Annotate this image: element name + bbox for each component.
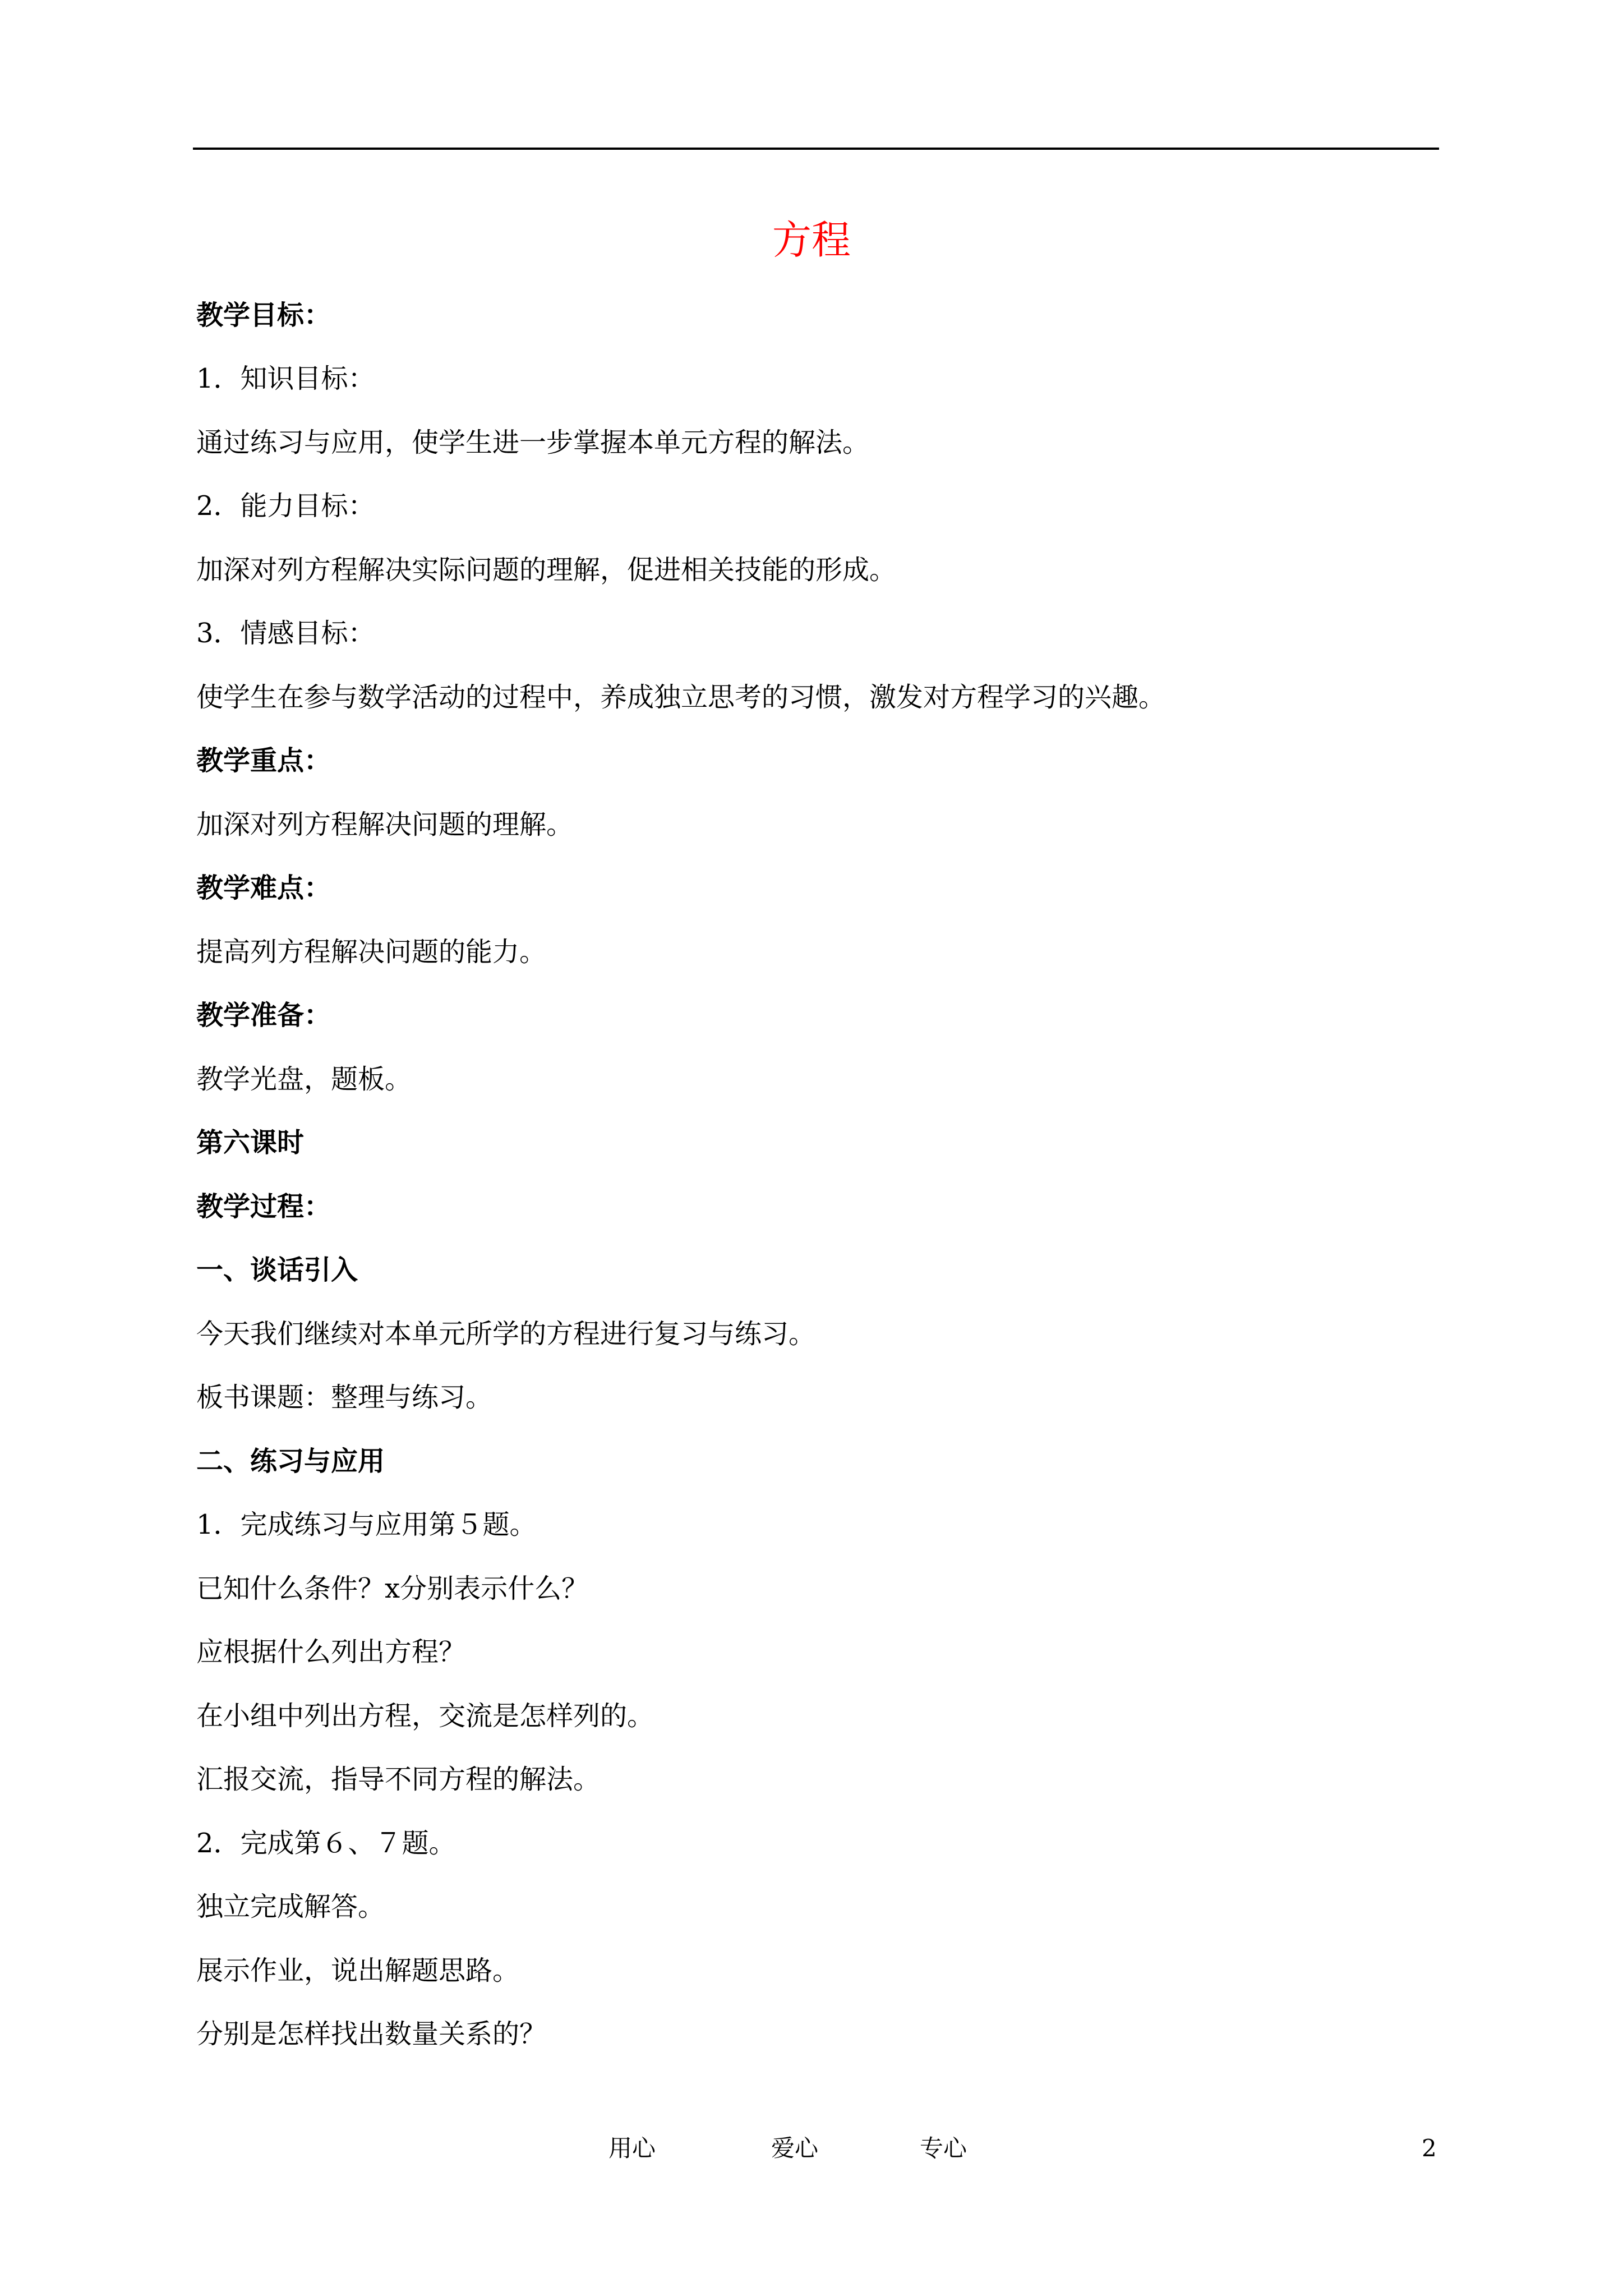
exercise-1-question-1: 已知什么条件？x分别表示什么？ <box>196 1573 589 1604</box>
section-1-text-1: 今天我们继续对本单元所学的方程进行复习与练习。 <box>196 1318 816 1350</box>
heading-preparation: 教学准备： <box>196 1000 331 1031</box>
goal-1-label: 1．知识目标： <box>196 363 375 394</box>
goal-3-label: 3．情感目标： <box>196 618 375 649</box>
heading-process: 教学过程： <box>196 1191 331 1222</box>
footer-motto-3: 专心 <box>920 2134 967 2162</box>
exercise-2-step-2: 展示作业，说出解题思路。 <box>196 1955 520 1986</box>
exercise-1-step-2: 汇报交流，指导不同方程的解法。 <box>196 1764 601 1795</box>
page-number: 2 <box>1422 2134 1437 2162</box>
footer-motto-1: 用心 <box>608 2134 656 2162</box>
difficulties-text: 提高列方程解决问题的能力。 <box>196 936 547 968</box>
exercise-2-question: 分别是怎样找出数量关系的？ <box>196 2018 547 2050</box>
goal-3-text: 使学生在参与数学活动的过程中，养成独立思考的习惯，激发对方程学习的兴趣。 <box>196 682 1166 713</box>
exercise-1-label: 1．完成练习与应用第５题。 <box>196 1509 537 1540</box>
exercise-2-label: 2．完成第６、７题。 <box>196 1828 456 1859</box>
goal-2-text: 加深对列方程解决实际问题的理解，促进相关技能的形成。 <box>196 554 897 586</box>
heading-teaching-goals: 教学目标： <box>196 300 331 331</box>
heading-key-points: 教学重点： <box>196 745 331 776</box>
page-title: 方程 <box>772 217 851 263</box>
preparation-text: 教学光盘，题板。 <box>196 1064 412 1095</box>
section-1-heading: 一、谈话引入 <box>196 1254 358 1286</box>
exercise-1-question-2: 应根据什么列出方程？ <box>196 1636 466 1668</box>
goal-1-text: 通过练习与应用，使学生进一步掌握本单元方程的解法。 <box>196 427 870 458</box>
header-rule <box>193 148 1439 150</box>
goal-2-label: 2．能力目标： <box>196 490 375 522</box>
section-2-heading: 二、练习与应用 <box>196 1446 385 1477</box>
exercise-2-step-1: 独立完成解答。 <box>196 1891 385 1922</box>
section-1-text-2: 板书课题：整理与练习。 <box>196 1382 493 1413</box>
heading-difficulties: 教学难点： <box>196 872 331 904</box>
exercise-1-step-1: 在小组中列出方程，交流是怎样列的。 <box>196 1700 654 1732</box>
key-points-text: 加深对列方程解决问题的理解。 <box>196 809 574 840</box>
footer-motto-2: 爱心 <box>771 2134 819 2162</box>
lesson-number: 第六课时 <box>196 1127 305 1158</box>
